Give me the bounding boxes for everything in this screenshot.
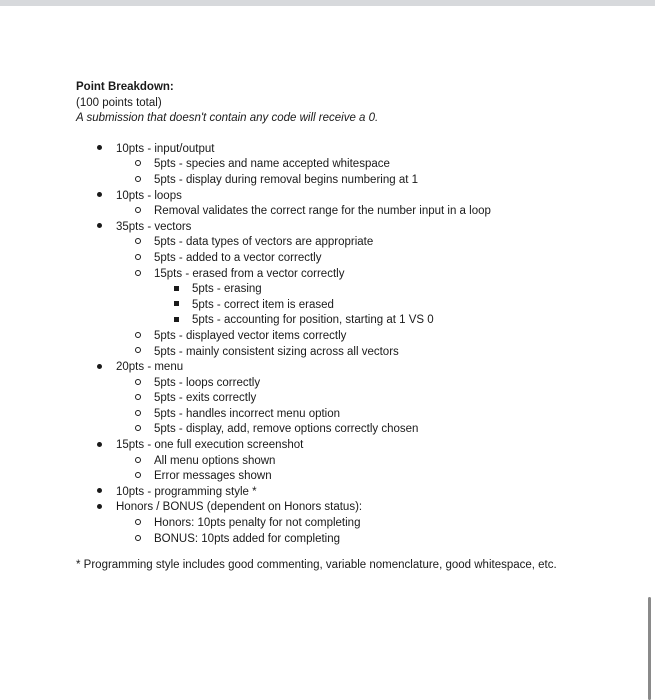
circle-bullet-icon <box>132 454 144 470</box>
circle-bullet-icon <box>132 329 144 345</box>
list-item <box>76 235 636 251</box>
list-item <box>76 391 636 407</box>
list-item-text: 5pts - species and name accepted whitespace <box>154 158 390 171</box>
circle-bullet-icon <box>132 376 144 392</box>
heading: Point Breakdown: <box>76 81 174 93</box>
circle-bullet-icon <box>132 532 144 548</box>
list-item <box>76 407 636 423</box>
list-item <box>76 282 636 298</box>
list-item <box>76 345 636 361</box>
circle-bullet-icon <box>132 345 144 361</box>
list-item <box>76 454 636 470</box>
list-item <box>76 360 636 376</box>
list-item <box>76 329 636 345</box>
list-item-text: 5pts - accounting for position, starting at 1 VS 0 <box>192 314 434 327</box>
list-item-text: 20pts - menu <box>116 361 184 374</box>
document-body <box>76 80 636 574</box>
circle-bullet-icon <box>132 267 144 283</box>
list-item <box>76 189 636 205</box>
list-item <box>76 220 636 236</box>
list-item <box>76 298 636 314</box>
list-item <box>76 142 636 158</box>
circle-bullet-icon <box>132 204 144 220</box>
point-breakdown-list <box>76 142 636 547</box>
top-bar <box>0 0 655 6</box>
list-item-text: Error messages shown <box>154 470 272 483</box>
list-item-text: 15pts - one full execution screenshot <box>116 439 304 452</box>
circle-bullet-icon <box>132 235 144 251</box>
list-item-text: 5pts - mainly consistent sizing across all vectors <box>154 345 399 358</box>
list-item <box>76 469 636 485</box>
list-item-text: 5pts - handles incorrect menu option <box>154 407 341 420</box>
circle-bullet-icon <box>132 391 144 407</box>
list-item <box>76 438 636 454</box>
list-item-text: 5pts - loops correctly <box>154 376 261 389</box>
circle-bullet-icon <box>132 516 144 532</box>
bullet-icon <box>93 189 105 205</box>
circle-bullet-icon <box>132 157 144 173</box>
list-item <box>76 157 636 173</box>
list-item-text: 5pts - data types of vectors are appropriate <box>154 236 374 249</box>
circle-bullet-icon <box>132 173 144 189</box>
list-item <box>76 422 636 438</box>
total-points: (100 points total) <box>76 96 162 109</box>
list-item-text: 5pts - erasing <box>192 283 262 296</box>
bullet-icon <box>93 360 105 376</box>
square-bullet-icon <box>170 282 182 298</box>
list-item <box>76 500 636 516</box>
list-item-text: 5pts - exits correctly <box>154 392 257 405</box>
list-item <box>76 173 636 189</box>
circle-bullet-icon <box>132 251 144 267</box>
list-item-text: 10pts - loops <box>116 189 182 202</box>
list-item-text: 15pts - erased from a vector correctly <box>154 267 345 280</box>
list-item-text: 5pts - displayed vector items correctly <box>154 329 347 342</box>
bullet-icon <box>93 438 105 454</box>
list-item-text: Honors / BONUS (dependent on Honors status): <box>116 501 363 514</box>
list-item-text: 10pts - input/output <box>116 142 215 155</box>
list-item <box>76 485 636 501</box>
bullet-icon <box>93 500 105 516</box>
bullet-icon <box>93 142 105 158</box>
list-item-text: Removal validates the correct range for the number input in a loop <box>154 205 491 218</box>
list-item-text: 10pts - programming style * <box>116 485 257 498</box>
scrollbar[interactable] <box>648 597 651 700</box>
bullet-icon <box>93 220 105 236</box>
list-item <box>76 516 636 532</box>
list-item <box>76 204 636 220</box>
circle-bullet-icon <box>132 469 144 485</box>
warning-note: A submission that doesn't contain any code will receive a 0. <box>76 112 379 125</box>
list-item <box>76 532 636 548</box>
list-item-text: 35pts - vectors <box>116 220 192 233</box>
list-item-text: 5pts - display, add, remove options correctly chosen <box>154 423 419 436</box>
list-item-text: 5pts - display during removal begins numbering at 1 <box>154 173 419 186</box>
list-item-text: 5pts - correct item is erased <box>192 298 334 311</box>
list-item <box>76 313 636 329</box>
list-item <box>76 251 636 267</box>
footnote: * Programming style includes good commenting, variable nomenclature, good whitespace, etc. <box>76 559 557 572</box>
list-item-text: All menu options shown <box>154 454 276 467</box>
list-item <box>76 267 636 283</box>
list-item-text: BONUS: 10pts added for completing <box>154 532 341 545</box>
list-item <box>76 376 636 392</box>
circle-bullet-icon <box>132 422 144 438</box>
square-bullet-icon <box>170 298 182 314</box>
list-item-text: Honors: 10pts penalty for not completing <box>154 517 361 530</box>
bullet-icon <box>93 485 105 501</box>
list-item-text: 5pts - added to a vector correctly <box>154 251 322 264</box>
circle-bullet-icon <box>132 407 144 423</box>
square-bullet-icon <box>170 313 182 329</box>
